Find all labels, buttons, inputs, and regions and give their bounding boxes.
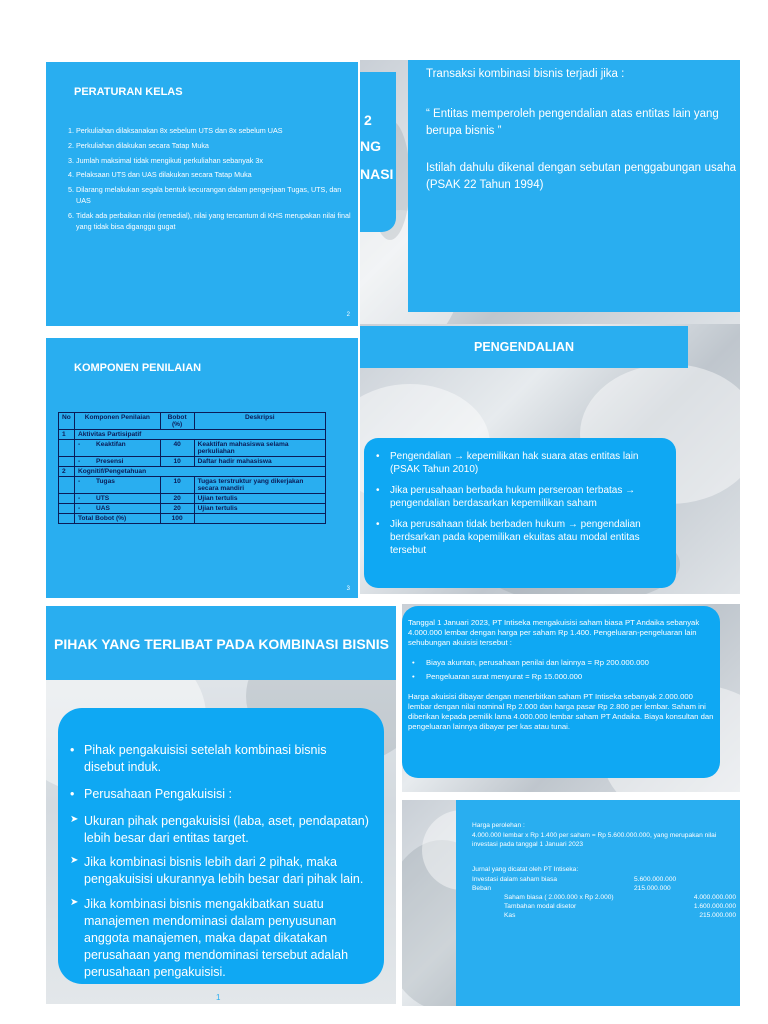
- arrow-text: Jika kombinasi bisnis lebih dari 2 pihak, maka pengakuisisi ukurannya lebih besar dari pihak lain.: [84, 855, 364, 887]
- slide-peraturan-kelas: [46, 62, 358, 326]
- bullet-text: Pihak pengakuisisi setelah kombinasi bisnis disebut induk.: [84, 743, 327, 774]
- col-header: Deskripsi: [194, 413, 325, 430]
- journal-row: [472, 876, 736, 885]
- journal-account: Tambahan modal disetor: [504, 903, 577, 910]
- slide-contoh-kasus: [402, 604, 740, 792]
- slide-title: PENGENDALIAN: [473, 340, 574, 354]
- rule-item: 2. Perkuliahan dilakukan secara Tatap Muka: [76, 141, 356, 152]
- bullet-text: Jika perusahaan berbada hukum perseroan terbatas → pengendalian berdasarkan kepemilikan saham: [390, 485, 636, 509]
- slide-transaksi-kombinasi: [360, 60, 740, 326]
- arrow-item: [70, 854, 370, 888]
- bullet-text: Pengendalian → kepemilikan hak suara atas entitas lain (PSAK Tahun 2010): [390, 451, 639, 475]
- bullet-dot-icon: •: [412, 672, 415, 681]
- col-header: No: [59, 413, 75, 430]
- group-no: 2: [59, 467, 75, 477]
- journal-entries: [472, 876, 736, 921]
- slide-komponen-penilaian: [46, 338, 358, 598]
- row-bullet: -: [77, 441, 81, 448]
- rule-item: 1. Perkuliahan dilaksanakan 8x sebelum UTS dan 8x sebelum UAS: [76, 126, 356, 137]
- case-card: [402, 606, 720, 778]
- journal-row: [472, 912, 736, 921]
- row-spacer: [59, 494, 75, 504]
- page-number: 3: [346, 586, 350, 592]
- cost-label: Harga perolehan :: [472, 822, 525, 829]
- description-cell: Keaktifan mahasiswa selama perkuliahan: [194, 440, 325, 457]
- bullet-text: Jika perusahaan tidak berbaden hukum → pengendalian berdsarkan pada kopemilikan ekuitas atau modal entitas tersebut: [390, 519, 641, 556]
- title-fragment-panel: [360, 72, 396, 232]
- table-group-row: [59, 467, 326, 477]
- row-bullet: -: [77, 505, 81, 512]
- journal-debit: 215.000.000: [634, 885, 671, 892]
- component-cell: [74, 440, 160, 457]
- bullet-item: [70, 742, 370, 776]
- title-fragment: NASI: [360, 166, 394, 182]
- bullet-dot-icon: •: [376, 519, 380, 530]
- arrow-text: Jika kombinasi bisnis mengakibatkan suatu manajemen mendominasi dalam penyusunan anggota manajemen, maka dapat dikatakan perusahaan yang mendominasi tersebut adalah perusahaan pengakuisisi.: [84, 897, 349, 979]
- description-cell: Ujian tertulis: [194, 504, 325, 514]
- case-intro: Tanggal 1 Januari 2023, PT Intiseka mengakuisisi saham biasa PT Andaika sebanyak 4.000.000 lembar dengan harga per saham Rp 1.400. Pengeluaran-pengeluaran lain sehubungan akuisisi tersebut :: [408, 618, 700, 647]
- slide-pengendalian: [360, 324, 740, 594]
- bullet-dot-icon: •: [412, 658, 415, 667]
- bullet-dot-icon: •: [70, 786, 75, 801]
- title-bar: [46, 606, 396, 680]
- cost-item: [412, 658, 712, 668]
- bullet-dot-icon: •: [70, 743, 75, 757]
- row-spacer: [59, 514, 75, 524]
- description-cell: Daftar hadir mahasiswa: [194, 457, 325, 467]
- component-name: Presensi: [95, 458, 124, 465]
- journal-credit: 215.000.000: [699, 912, 736, 919]
- arrow-bullet-icon: ➤: [70, 855, 79, 867]
- arrow-bullet-icon: ➤: [70, 897, 79, 909]
- row-spacer: [59, 504, 75, 514]
- row-spacer: [59, 477, 75, 494]
- page-number: 1: [216, 993, 221, 1002]
- weight-cell: 10: [160, 477, 194, 494]
- journal-row: [472, 894, 736, 903]
- bullet-dot-icon: •: [376, 451, 380, 462]
- component-name: Keaktifan: [95, 441, 126, 448]
- row-spacer: [194, 514, 325, 524]
- cost-item: [412, 672, 712, 682]
- slide-title: PERATURAN KELAS: [74, 86, 183, 98]
- table-row: [59, 477, 326, 494]
- component-cell: [74, 457, 160, 467]
- table-row: [59, 457, 326, 467]
- arrow-text: Ukuran pihak pengakuisisi (laba, aset, pendapatan) lebih besar dari entitas target.: [84, 813, 369, 845]
- cost-calculation: 4.000.000 lembar x Rp 1.400 per saham = Rp 5.600.000.000, yang merupakan nilai investasi pada tanggal 1 Januari 2023: [472, 832, 717, 848]
- title-bar: [360, 326, 688, 368]
- definition-quote: “ Entitas memperoleh pengendalian atas entitas lain yang berupa bisnis ”: [426, 108, 719, 137]
- title-fragment: NG: [360, 138, 381, 154]
- journal-label: Jurnal yang dicatat oleh PT Intiseka:: [472, 866, 579, 873]
- weight-cell: 10: [160, 457, 194, 467]
- slide-jurnal: [402, 800, 740, 1006]
- arrow-bullet-icon: ➤: [70, 813, 79, 825]
- bullet-text: Perusahaan Pengakuisisi :: [84, 786, 233, 801]
- journal-account: Investasi dalam saham biasa: [472, 876, 558, 883]
- journal-row: [472, 903, 736, 912]
- journal-account: Beban: [472, 885, 492, 892]
- bullet-item: [376, 484, 666, 510]
- weight-cell: 40: [160, 440, 194, 457]
- total-label: Total Bobot (%): [74, 514, 160, 524]
- component-cell: [74, 494, 160, 504]
- content-panel: [408, 60, 740, 312]
- bullet-list: [376, 450, 666, 565]
- bullet-item: [376, 450, 666, 476]
- page-number: 2: [346, 312, 350, 318]
- table-row: [59, 504, 326, 514]
- rule-item: 4. Pelaksaan UTS dan UAS dilakukan secara Tatap Muka: [76, 170, 356, 181]
- content-card: [58, 708, 384, 984]
- slide-title: PIHAK YANG TERLIBAT PADA KOMBINASI BISNIS: [54, 636, 389, 652]
- weight-cell: 20: [160, 494, 194, 504]
- content-card: [364, 438, 676, 588]
- component-name: Tugas: [95, 478, 115, 485]
- row-bullet: -: [77, 478, 81, 485]
- row-spacer: [59, 440, 75, 457]
- arrow-item: [70, 813, 370, 847]
- journal-account: Saham biasa ( 2.000.000 x Rp 2.000): [504, 894, 614, 901]
- journal-credit: 4.000.000.000: [693, 894, 736, 901]
- journal-credit: 1.600.000.000: [693, 903, 736, 910]
- group-name: Aktivitas Partisipatif: [74, 430, 325, 440]
- rules-list: [46, 126, 356, 236]
- row-spacer: [59, 457, 75, 467]
- bullet-item: [70, 786, 370, 803]
- rule-item: 5. Dilarang melakukan segala bentuk kecurangan dalam pengerjaan Tugas, UTS, dan UAS: [76, 185, 356, 207]
- component-name: UAS: [95, 505, 110, 512]
- cost-text: Pengeluaran surat menyurat = Rp 15.000.000: [426, 672, 583, 681]
- row-bullet: -: [77, 495, 81, 502]
- table-group-row: [59, 430, 326, 440]
- arrow-item: [70, 896, 370, 980]
- journal-debit: 5.600.000.000: [634, 876, 677, 883]
- component-name: UTS: [95, 495, 110, 502]
- journal-account: Kas: [504, 912, 516, 919]
- row-bullet: -: [77, 458, 81, 465]
- total-row: [59, 514, 326, 524]
- cost-list: [412, 658, 712, 686]
- slide-pihak-terlibat: [46, 606, 396, 1004]
- col-header: Bobot (%): [160, 413, 194, 430]
- case-closing: Harga akuisisi dibayar dengan menerbitkan saham PT Intiseka sebanyak 2.000.000 lembar dengan nilai nominal Rp 2.000 dan harga pasar Rp 2.800 per lembar. Saham ini diberikan kepada pemilik lama 4.000.000 lembar saham PT Andaika. Biaya konsultan dan pengeluaran lainnya dibayar per kas atau tunai.: [408, 692, 714, 731]
- total-value: 100: [160, 514, 194, 524]
- bullet-item: [376, 518, 666, 557]
- rule-item: 3. Jumlah maksimal tidak mengikuti perkuliahan sebanyak 3x: [76, 156, 356, 167]
- content-panel: [456, 800, 740, 1006]
- description-cell: Tugas terstruktur yang dikerjakan secara mandiri: [194, 477, 325, 494]
- col-header: Komponen Penilaian: [74, 413, 160, 430]
- bullet-list: [70, 742, 370, 989]
- component-cell: [74, 504, 160, 514]
- cost-text: Biaya akuntan, perusahaan penilai dan lainnya = Rp 200.000.000: [426, 658, 649, 667]
- journal-row: [472, 885, 736, 894]
- group-no: 1: [59, 430, 75, 440]
- component-cell: [74, 477, 160, 494]
- grading-table: [58, 412, 326, 524]
- description-cell: Ujian tertulis: [194, 494, 325, 504]
- slide-heading: Transaksi kombinasi bisnis terjadi jika :: [426, 68, 625, 80]
- history-note: Istilah dahulu dikenal dengan sebutan penggabungan usaha (PSAK 22 Tahun 1994): [426, 162, 736, 191]
- table-row: [59, 494, 326, 504]
- group-name: Kognitif/Pengetahuan: [74, 467, 325, 477]
- slide-title: KOMPONEN PENILAIAN: [74, 362, 202, 374]
- table-row: [59, 440, 326, 457]
- bullet-dot-icon: •: [376, 485, 380, 496]
- weight-cell: 20: [160, 504, 194, 514]
- rule-item: 6. Tidak ada perbaikan nilai (remedial), nilai yang tercantum di KHS merupakan nilai final yang tidak bisa diganggu gugat: [76, 211, 356, 233]
- title-fragment: 2: [364, 112, 372, 128]
